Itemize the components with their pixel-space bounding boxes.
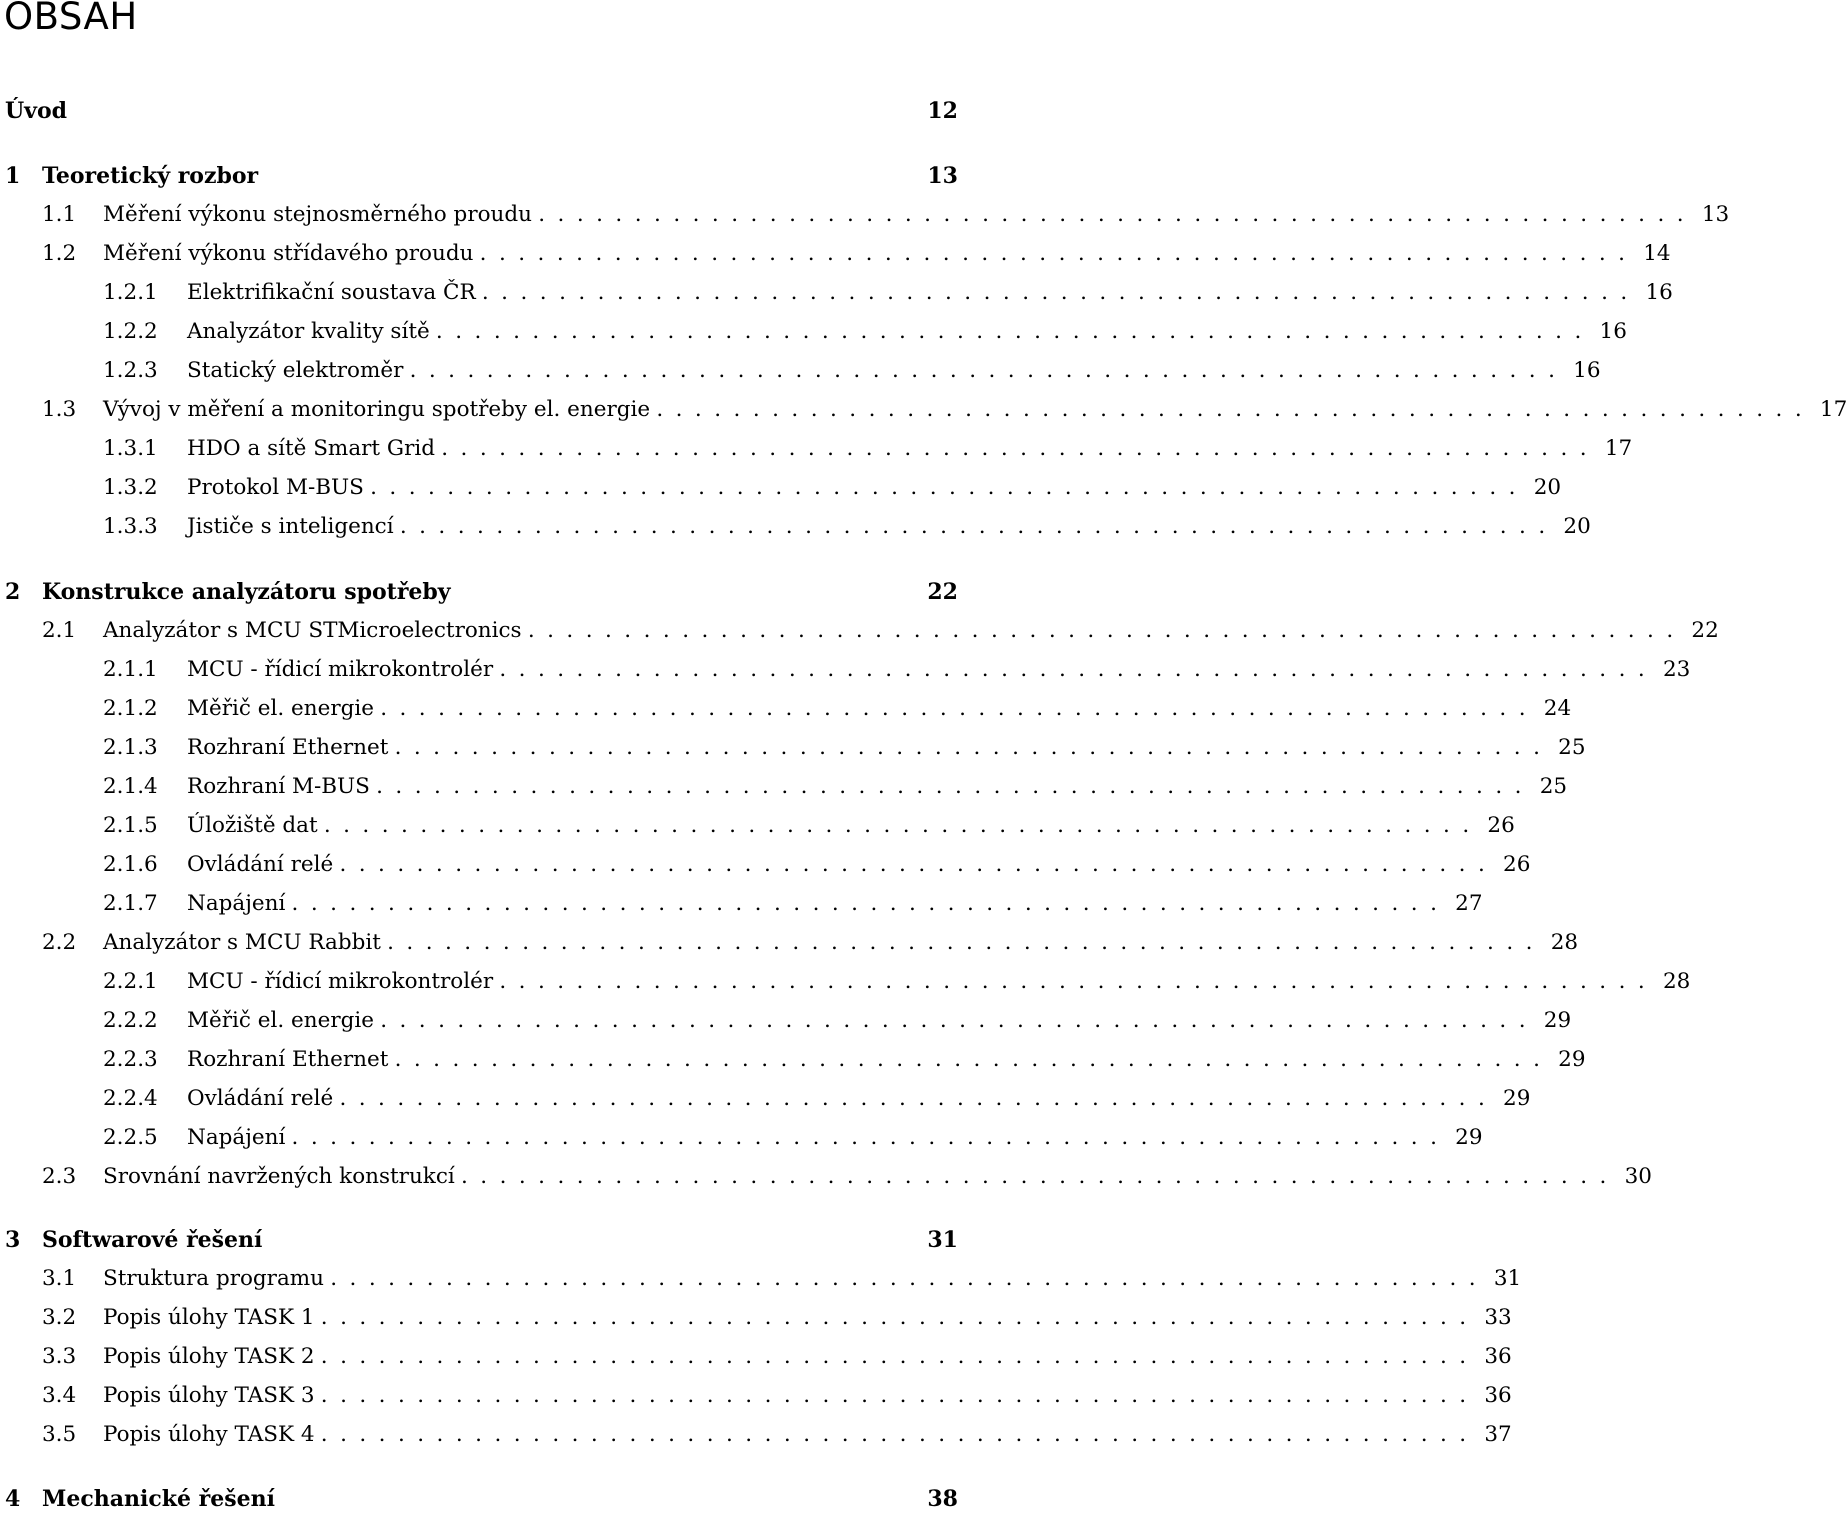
toc-entry-title: Statický elektroměr	[187, 358, 404, 383]
toc-entry-number: 2.1.6	[103, 852, 158, 877]
toc-entry-page-number: 28	[1550, 930, 1579, 955]
dot-leader: ............................................................	[320, 1344, 1467, 1369]
page-title: OBSAH	[4, 0, 138, 38]
toc-entry-page-number: 20	[1563, 514, 1591, 539]
dot-leader: ............................................................	[499, 969, 1645, 994]
toc-entry[interactable]	[0, 928, 1579, 958]
toc-entry-title: Analyzátor s MCU Rabbit	[103, 930, 381, 955]
toc-entry-page-number: 30	[1624, 1164, 1652, 1189]
dot-leader: ............................................................	[339, 852, 1485, 877]
toc-entry-number: 1.2	[42, 241, 77, 266]
toc-entry-number: 2.3	[42, 1164, 77, 1189]
toc-entry-title: Popis úlohy TASK 3	[103, 1383, 315, 1408]
toc-entry-number: 2.1.3	[103, 735, 158, 760]
toc-entry[interactable]	[0, 1342, 1512, 1372]
toc-entry-title: Elektrifikační soustava ČR	[187, 280, 476, 305]
toc-entry-number: 1.2.1	[103, 280, 158, 305]
toc-entry-title: Napájení	[187, 891, 286, 916]
toc-entry-number: 2.2.2	[103, 1008, 158, 1033]
toc-entry-title: Struktura programu	[103, 1266, 325, 1291]
toc-entry[interactable]	[0, 889, 1483, 919]
dot-leader: ............................................................	[538, 202, 1684, 227]
toc-entry[interactable]	[0, 1264, 1522, 1294]
toc-entry[interactable]	[0, 239, 1671, 269]
toc-entry-page-number: 16	[1645, 280, 1673, 305]
toc-entry-page-number: 12	[927, 98, 958, 124]
toc-entry-title: Analyzátor s MCU STMicroelectronics	[103, 618, 522, 643]
dot-leader: ............................................................	[370, 475, 1516, 500]
toc-entry-number: 1.1	[42, 202, 77, 227]
toc-entry-title: Jističe s inteligencí	[187, 514, 394, 539]
toc-entry[interactable]	[0, 811, 1515, 841]
toc-entry[interactable]	[0, 1123, 1483, 1153]
toc-entry[interactable]	[0, 200, 1730, 230]
toc-entry-title: Popis úlohy TASK 1	[103, 1305, 315, 1330]
toc-entry-number: 2.1.7	[103, 891, 158, 916]
toc-entry[interactable]	[0, 850, 1531, 880]
dot-leader: ............................................................	[479, 241, 1626, 266]
dot-leader: ............................................................	[441, 436, 1587, 461]
dot-leader: ............................................................	[387, 930, 1533, 955]
toc-entry-page-number: 33	[1484, 1305, 1512, 1330]
toc-entry-title: Úložiště dat	[187, 813, 318, 838]
toc-entry-title: Vývoj v měření a monitoringu spotřeby el. energie	[103, 397, 651, 422]
dot-leader: ............................................................	[394, 735, 1540, 760]
dot-leader: ............................................................	[380, 696, 1526, 721]
dot-leader: ............................................................	[339, 1086, 1485, 1111]
toc-entry-page-number: 26	[1503, 852, 1531, 877]
toc-entry[interactable]	[0, 317, 1627, 347]
toc-entry-page-number: 13	[1701, 202, 1730, 227]
toc-entry-page-number: 36	[1484, 1383, 1512, 1408]
dot-leader: ............................................................	[394, 1047, 1540, 1072]
toc-entry[interactable]	[0, 1420, 1512, 1450]
dot-leader: ............................................................	[399, 514, 1546, 539]
toc-entry-page-number: 20	[1533, 475, 1562, 500]
toc-entry-page-number: 26	[1487, 813, 1515, 838]
dot-leader: ............................................................	[409, 358, 1555, 383]
toc-entry-page-number: 25	[1539, 774, 1568, 799]
dot-leader: ............................................................	[481, 280, 1628, 305]
toc-entry-number: 2.2.4	[103, 1086, 158, 1111]
toc-entry-title: Ovládání relé	[187, 852, 334, 877]
toc-entry-page-number: 16	[1573, 358, 1601, 383]
toc-entry-title: Ovládání relé	[187, 1086, 334, 1111]
toc-entry-page-number: 38	[927, 1486, 958, 1512]
toc-entry-title: Měřič el. energie	[187, 696, 374, 721]
toc-entry-title: Popis úlohy TASK 2	[103, 1344, 315, 1369]
toc-entry-title: Protokol M-BUS	[187, 475, 364, 500]
toc-entry[interactable]	[0, 694, 1572, 724]
toc-entry-page-number: 27	[1455, 891, 1483, 916]
dot-leader: ............................................................	[320, 1383, 1467, 1408]
toc-entry-page-number: 37	[1484, 1422, 1512, 1447]
toc-entry-number: 1.2.2	[103, 319, 158, 344]
dot-leader: ............................................................	[291, 1125, 1437, 1150]
toc-entry-title: Popis úlohy TASK 4	[103, 1422, 315, 1447]
toc-entry-title: Srovnání navržených konstrukcí	[103, 1164, 455, 1189]
toc-entry-title: Měření výkonu střídavého proudu	[103, 241, 474, 266]
toc-entry-title: Měření výkonu stejnosměrného proudu	[103, 202, 533, 227]
toc-entry[interactable]	[0, 1006, 1572, 1036]
dot-leader: ............................................................	[320, 1422, 1467, 1447]
toc-entry-number: 2.1.2	[103, 696, 158, 721]
toc-entry-number: 1.3.2	[103, 475, 158, 500]
toc-entry[interactable]	[0, 655, 1691, 685]
dot-leader: ............................................................	[330, 1266, 1476, 1291]
toc-entry-number: 2.2	[42, 930, 77, 955]
dot-leader: ............................................................	[460, 1164, 1607, 1189]
toc-entry[interactable]	[0, 512, 1591, 542]
toc-entry[interactable]	[0, 395, 1847, 425]
toc-entry[interactable]	[0, 1162, 1652, 1192]
toc-entry-title: MCU - řídicí mikrokontrolér	[187, 969, 494, 994]
toc-entry-number: 2.2.5	[103, 1125, 158, 1150]
dot-leader: ............................................................	[323, 813, 1470, 838]
toc-entry-title: MCU - řídicí mikrokontrolér	[187, 657, 494, 682]
toc-entry[interactable]	[0, 278, 1673, 308]
dot-leader: ............................................................	[435, 319, 1582, 344]
dot-leader: ............................................................	[499, 657, 1645, 682]
toc-entry[interactable]	[0, 356, 1601, 386]
toc-entry-page-number: 14	[1643, 241, 1671, 266]
toc-entry-page-number: 29	[1503, 1086, 1531, 1111]
toc-entry-page-number: 36	[1484, 1344, 1512, 1369]
toc-entry-number: 1.3.1	[103, 436, 158, 461]
toc-entry[interactable]	[0, 1303, 1512, 1333]
toc-entry-number: 3.3	[42, 1344, 77, 1369]
toc-entry-page-number: 29	[1558, 1047, 1586, 1072]
toc-entry-number: 3.4	[42, 1383, 77, 1408]
toc-entry-page-number: 28	[1662, 969, 1691, 994]
dot-leader: ............................................................	[527, 618, 1674, 643]
toc-entry-title: Rozhraní Ethernet	[187, 1047, 389, 1072]
toc-entry[interactable]	[0, 733, 1586, 763]
toc-entry-number: 2	[5, 579, 21, 605]
dot-leader: ............................................................	[376, 774, 1522, 799]
toc-entry-page-number: 17	[1819, 397, 1847, 422]
toc-entry-page-number: 31	[1493, 1266, 1522, 1291]
toc-entry[interactable]	[0, 967, 1691, 997]
toc-entry[interactable]	[0, 1381, 1512, 1411]
toc-entry-page-number: 24	[1543, 696, 1572, 721]
toc-entry-number: 2.1	[42, 618, 77, 643]
toc-entry-title: Softwarové řešení	[42, 1227, 263, 1253]
toc-entry-number: 3.1	[42, 1266, 77, 1291]
toc-entry-number: 2.1.1	[103, 657, 158, 682]
toc-entry-number: 2.1.4	[103, 774, 158, 799]
toc-entry-title: Mechanické řešení	[42, 1486, 275, 1512]
toc-entry[interactable]	[0, 577, 958, 607]
toc-entry-title: Konstrukce analyzátoru spotřeby	[42, 579, 451, 605]
toc-entry[interactable]	[0, 772, 1568, 802]
toc-entry-page-number: 29	[1455, 1125, 1483, 1150]
dot-leader: ............................................................	[656, 397, 1802, 422]
toc-entry-title: Napájení	[187, 1125, 286, 1150]
toc-entry[interactable]	[0, 1484, 958, 1514]
toc-entry-number: 4	[5, 1486, 21, 1512]
toc-entry[interactable]	[0, 616, 1719, 646]
toc-entry[interactable]	[0, 1084, 1531, 1114]
toc-entry-page-number: 13	[927, 163, 958, 189]
toc-entry-title: HDO a sítě Smart Grid	[187, 436, 435, 461]
toc-entry-page-number: 22	[1691, 618, 1719, 643]
toc-entry-page-number: 29	[1543, 1008, 1572, 1033]
dot-leader: ............................................................	[380, 1008, 1526, 1033]
toc-entry-page-number: 23	[1662, 657, 1691, 682]
toc-entry-title: Teoretický rozbor	[42, 163, 259, 189]
toc-entry[interactable]	[0, 434, 1633, 464]
toc-entry-number: 1.3	[42, 397, 77, 422]
toc-entry-number: 2.2.3	[103, 1047, 158, 1072]
toc-entry-title: Rozhraní Ethernet	[187, 735, 389, 760]
toc-entry-page-number: 17	[1604, 436, 1633, 461]
toc-entry-title: Rozhraní M-BUS	[187, 774, 370, 799]
toc-entry-title: Analyzátor kvality sítě	[187, 319, 430, 344]
toc-entry-number: 2.2.1	[103, 969, 158, 994]
toc-entry[interactable]	[0, 96, 958, 126]
toc-entry[interactable]	[0, 473, 1562, 503]
toc-entry-number: 1.2.3	[103, 358, 158, 383]
toc-entry-page-number: 31	[927, 1227, 958, 1253]
toc-entry-number: 2.1.5	[103, 813, 158, 838]
toc-entry[interactable]	[0, 1045, 1586, 1075]
toc-entry-title: Měřič el. energie	[187, 1008, 374, 1033]
toc-entry-page-number: 16	[1599, 319, 1627, 344]
toc-entry[interactable]	[0, 1225, 958, 1255]
toc-entry-page-number: 22	[927, 579, 958, 605]
dot-leader: ............................................................	[291, 891, 1437, 916]
toc-entry-page-number: 25	[1558, 735, 1586, 760]
toc-entry[interactable]	[0, 161, 958, 191]
dot-leader: ............................................................	[320, 1305, 1467, 1330]
toc-entry-number: 3.2	[42, 1305, 77, 1330]
toc-entry-number: 3	[5, 1227, 21, 1253]
toc-entry-title: Úvod	[5, 98, 68, 124]
toc-entry-number: 1.3.3	[103, 514, 158, 539]
toc-entry-number: 1	[5, 163, 21, 189]
toc-entry-number: 3.5	[42, 1422, 77, 1447]
